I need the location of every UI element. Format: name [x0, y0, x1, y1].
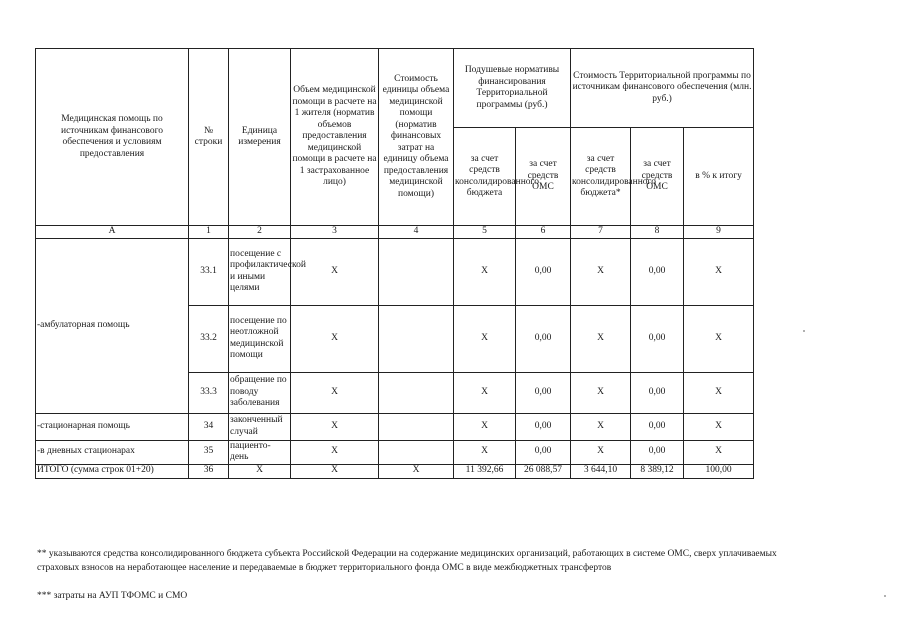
row-number: 35	[189, 440, 229, 464]
cell-c7: X	[571, 372, 631, 413]
header-col-3: Объем медицинской помощи в расчете на 1 жителя (норматив объемов предоставления медицинской помощи в расчете на 1 застрахованное лицо)	[291, 49, 379, 226]
cell-c4	[379, 305, 454, 372]
cell-c7: X	[571, 305, 631, 372]
cell-c9: X	[684, 372, 754, 413]
cell-c6: 0,00	[516, 413, 571, 440]
row-unit: посещение по неотложной медицинской помощи	[229, 305, 291, 372]
cell-c3: X	[291, 413, 379, 440]
column-number: А	[36, 226, 189, 239]
column-number: 3	[291, 226, 379, 239]
cell-c4: X	[379, 464, 454, 478]
cell-c3: X	[291, 238, 379, 305]
cell-c9: X	[684, 440, 754, 464]
cell-c6: 0,00	[516, 440, 571, 464]
cell-c8: 8 389,12	[631, 464, 684, 478]
cell-c6: 0,00	[516, 238, 571, 305]
footnote-admin-costs: *** затраты на АУП ТФОМС и СМО	[37, 591, 188, 601]
column-number: 1	[189, 226, 229, 239]
cell-c5: X	[454, 372, 516, 413]
header-col-7: за счет средств консолидированного бюджета*	[571, 128, 631, 226]
cell-c3: X	[291, 372, 379, 413]
header-col-2: Единица измерения	[229, 49, 291, 226]
scan-speck	[884, 595, 886, 597]
cell-c4	[379, 238, 454, 305]
cell-c8: 0,00	[631, 372, 684, 413]
header-col-1: № строки	[189, 49, 229, 226]
cell-c5: 11 392,66	[454, 464, 516, 478]
cell-c8: 0,00	[631, 238, 684, 305]
row-unit: посещение с профилактической и иными целями	[229, 238, 291, 305]
cell-c5: X	[454, 305, 516, 372]
row-number: 34	[189, 413, 229, 440]
cell-c5: X	[454, 440, 516, 464]
table-row	[36, 238, 754, 305]
cell-c8: 0,00	[631, 440, 684, 464]
cell-c6: 0,00	[516, 372, 571, 413]
cell-c9: X	[684, 413, 754, 440]
scan-speck	[803, 330, 805, 332]
table-row	[36, 440, 754, 464]
header-col-5: за счет средств консолидированного бюджета	[454, 128, 516, 226]
cell-c4	[379, 440, 454, 464]
cell-c9: X	[684, 305, 754, 372]
cell-c7: X	[571, 440, 631, 464]
table-row	[36, 413, 754, 440]
row-label-day-hospital: -в дневных стационарах	[36, 440, 189, 464]
row-label-ambulatory: -амбулаторная помощь	[36, 238, 189, 413]
row-unit: X	[229, 464, 291, 478]
row-unit: обращение по поводу заболевания	[229, 372, 291, 413]
column-number: 2	[229, 226, 291, 239]
cell-c5: X	[454, 413, 516, 440]
cell-c5: X	[454, 238, 516, 305]
cell-c7: X	[571, 238, 631, 305]
row-number: 33.3	[189, 372, 229, 413]
header-col-8: за счет средств ОМС	[631, 128, 684, 226]
row-number: 33.1	[189, 238, 229, 305]
row-label-inpatient: -стационарная помощь	[36, 413, 189, 440]
financing-table	[35, 48, 754, 479]
column-number: 5	[454, 226, 516, 239]
column-number-row	[36, 226, 754, 239]
cell-c8: 0,00	[631, 305, 684, 372]
cell-c6: 0,00	[516, 305, 571, 372]
cell-c4	[379, 372, 454, 413]
row-unit: законченный случай	[229, 413, 291, 440]
cell-c7: 3 644,10	[571, 464, 631, 478]
header-row-1	[36, 49, 754, 128]
cell-c3: X	[291, 440, 379, 464]
row-number: 36	[189, 464, 229, 478]
cell-c9: 100,00	[684, 464, 754, 478]
column-number: 6	[516, 226, 571, 239]
table-row-total	[36, 464, 754, 478]
header-col-4: Стоимость единицы объема медицинской помощи (норматив финансовых затрат на единицу объема предоставления медицинской помощи)	[379, 49, 454, 226]
cell-c4	[379, 413, 454, 440]
cell-c7: X	[571, 413, 631, 440]
column-number: 4	[379, 226, 454, 239]
header-group-per-capita: Подушевые нормативы финансирования Территориальной программы (руб.)	[454, 49, 571, 128]
header-col-a: Медицинская помощь по источникам финансового обеспечения и условиям предоставления	[36, 49, 189, 226]
cell-c3: X	[291, 464, 379, 478]
cell-c6: 26 088,57	[516, 464, 571, 478]
cell-c8: 0,00	[631, 413, 684, 440]
row-number: 33.2	[189, 305, 229, 372]
footnote-consolidated-budget: ** указываются средства консолидированного бюджета субъекта Российской Федерации на содержание медицинских организаций, работающих в системе ОМС, сверх уплачиваемых страховых взносов на неработающее население и передаваемые в бюджет территориального фонда ОМС в виде межбюджетных трансфертов	[37, 549, 777, 573]
column-number: 8	[631, 226, 684, 239]
row-unit: пациенто-день	[229, 440, 291, 464]
header-col-9: в % к итогу	[684, 128, 754, 226]
column-number: 9	[684, 226, 754, 239]
header-group-program-cost: Стоимость Территориальной программы по источникам финансового обеспечения (млн. руб.)	[571, 49, 754, 128]
cell-c3: X	[291, 305, 379, 372]
row-label-total: ИТОГО (сумма строк 01+20)	[36, 464, 189, 478]
header-col-6: за счет средств ОМС	[516, 128, 571, 226]
cell-c9: X	[684, 238, 754, 305]
column-number: 7	[571, 226, 631, 239]
